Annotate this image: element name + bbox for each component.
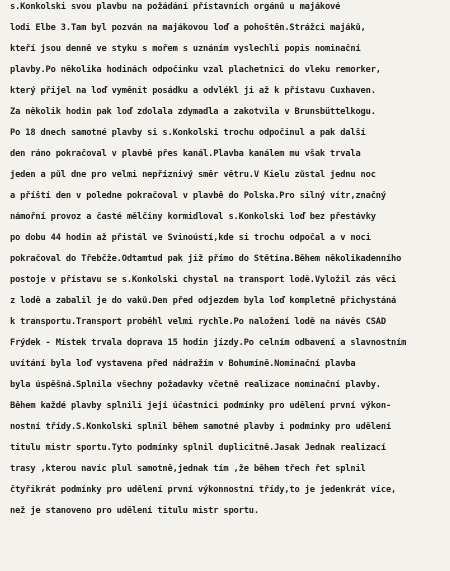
text-line: plavby.Po několika hodinách odpočinku vzal plachetnici do vleku remorker, — [10, 65, 381, 75]
text-line: pokračoval do Třebčže.Odtamtud pak již přímo do Štětína.Během několikadenního — [10, 254, 402, 264]
text-line: Frýdek - Místek trvala doprava 15 hodin jízdy.Po celním odbavení a slavnostním — [10, 338, 407, 348]
text-line: čtyřikrát podmínky pro udělení první výkonnostní třídy,to je jedenkrát více, — [10, 485, 397, 495]
text-line: jeden a půl dne pro velmi nepříznivý směr větru.V Kielu zůstal jednu noc — [10, 170, 376, 180]
text-line: než je stanoveno pro udělení titulu mistr sportu. — [10, 506, 259, 516]
text-line: lodi Elbe 3.Tam byl pozván na majákovou loď a pohoštěn.Strážci majáků, — [10, 23, 366, 33]
text-line: Po 18 dnech samotné plavby si s.Konkolski trochu odpočinul a pak další — [10, 128, 366, 138]
text-line: s.Konkolski svou plavbu na požádání přístavních orgánů u majákové — [10, 2, 341, 12]
text-line: trasy ,kterou navíc plul samotně,jednak tím ,že během třech řet splnil — [10, 464, 366, 474]
text-line: Za několik hodin pak loď zdolala zdymadla a zakotvila v Brunsbüttelkogu. — [10, 107, 376, 117]
text-line: postoje v přístavu se s.Konkolski chystal na transport lodě.Vyložil zás věci — [10, 275, 397, 285]
text-line: uvítání byla loď vystavena před nádražím v Bohumíně.Nominační plavba — [10, 359, 356, 369]
text-line: Během každé plavby splnili její účastníci podmínky pro udělení první výkon- — [10, 401, 392, 411]
text-line: který přijel na loď vyměnit posádku a odvlékl ji až k přístavu Cuxhaven. — [10, 86, 376, 96]
text-line: z lodě a zabalil je do vaků.Den před odjezdem byla loď kompletně přichystáná — [10, 296, 397, 306]
text-line: kteří jsou denně ve styku s mořem s uznáním vyslechli popis nominační — [10, 44, 361, 54]
text-line: po dobu 44 hodin až přistál ve Svinoústí,kde si trochu odpočal a v noci — [10, 233, 371, 243]
text-line: k transportu.Transport proběhl velmi rychle.Po naložení lodě na návěs ČSAD — [10, 317, 386, 327]
text-line: den ráno pokračoval v plavbě přes kanál.Plavba kanálem mu však trvala — [10, 149, 361, 159]
text-line: námořní provoz a časté mělčiny kormidloval s.Konkolski loď bez přestávky — [10, 212, 376, 222]
text-line: a příští den v poledne pokračoval v plavbě do Polska.Pro silný vítr,značný — [10, 191, 386, 201]
text-line: nostní třídy.S.Konkolski splnil během samotné plavby i podmínky pro udělení — [10, 422, 392, 432]
text-line: byla úspěšná.Splnila všechny požadavky včetně realizace nominační plavby. — [10, 380, 381, 390]
text-line: titulu mistr sportu.Tyto podmínky splnil duplicitně.Jasak Jednak realizací — [10, 443, 386, 453]
